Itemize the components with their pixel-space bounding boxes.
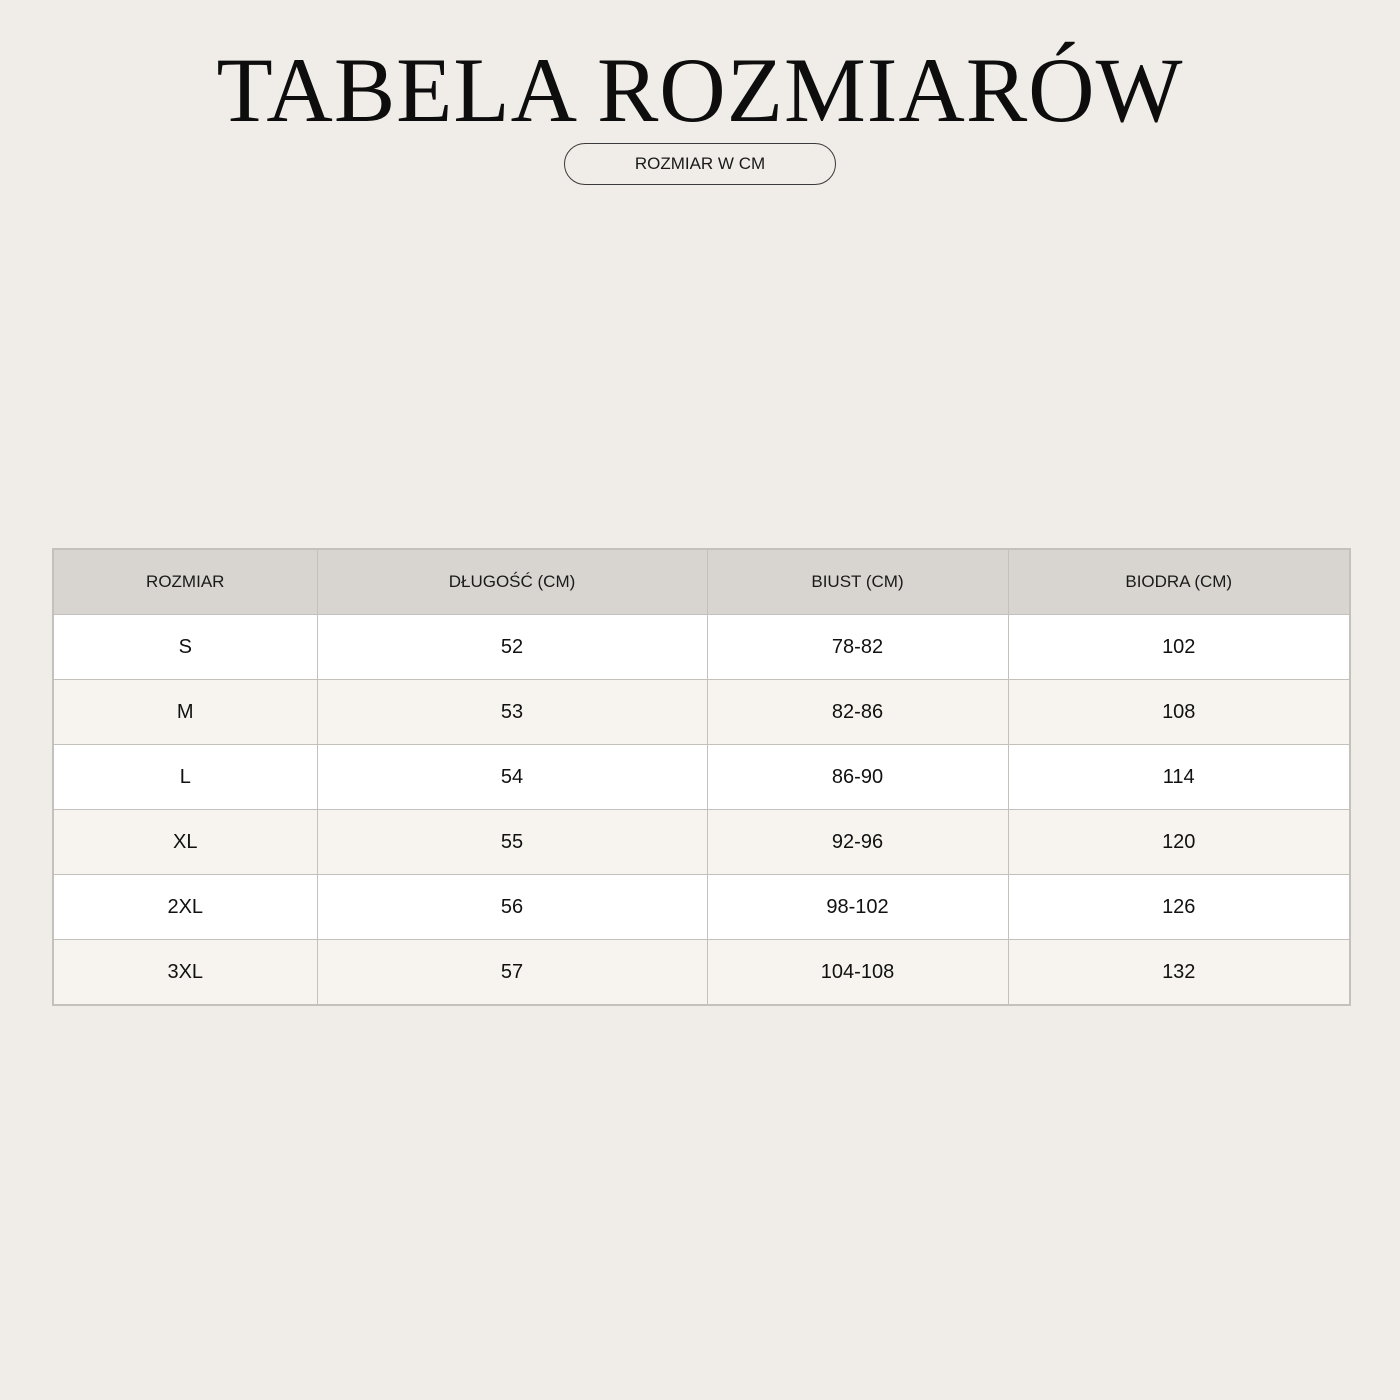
cell-length: 56	[317, 875, 707, 940]
unit-label-badge: ROZMIAR W CM	[564, 143, 836, 185]
cell-bust: 92-96	[707, 810, 1008, 875]
cell-bust: 82-86	[707, 680, 1008, 745]
cell-hips: 126	[1008, 875, 1350, 940]
size-chart-table	[52, 548, 1351, 1006]
table-row	[53, 810, 1350, 875]
cell-size: XL	[53, 810, 317, 875]
cell-hips: 132	[1008, 940, 1350, 1006]
table-row	[53, 680, 1350, 745]
cell-size: L	[53, 745, 317, 810]
table-row	[53, 940, 1350, 1006]
cell-bust: 78-82	[707, 615, 1008, 680]
table-row	[53, 615, 1350, 680]
cell-length: 55	[317, 810, 707, 875]
cell-size: M	[53, 680, 317, 745]
cell-length: 52	[317, 615, 707, 680]
header-size: ROZMIAR	[53, 549, 317, 615]
cell-length: 53	[317, 680, 707, 745]
cell-hips: 108	[1008, 680, 1350, 745]
cell-size: 3XL	[53, 940, 317, 1006]
cell-bust: 98-102	[707, 875, 1008, 940]
header-hips: BIODRA (CM)	[1008, 549, 1350, 615]
cell-size: 2XL	[53, 875, 317, 940]
cell-bust: 104-108	[707, 940, 1008, 1006]
cell-size: S	[53, 615, 317, 680]
cell-length: 57	[317, 940, 707, 1006]
table-header-row	[53, 549, 1350, 615]
page-title: TABELA ROZMIARÓW	[216, 39, 1184, 141]
table-row	[53, 745, 1350, 810]
cell-length: 54	[317, 745, 707, 810]
cell-hips: 102	[1008, 615, 1350, 680]
cell-hips: 120	[1008, 810, 1350, 875]
cell-bust: 86-90	[707, 745, 1008, 810]
header-bust: BIUST (CM)	[707, 549, 1008, 615]
header-length: DŁUGOŚĆ (CM)	[317, 549, 707, 615]
cell-hips: 114	[1008, 745, 1350, 810]
table-row	[53, 875, 1350, 940]
